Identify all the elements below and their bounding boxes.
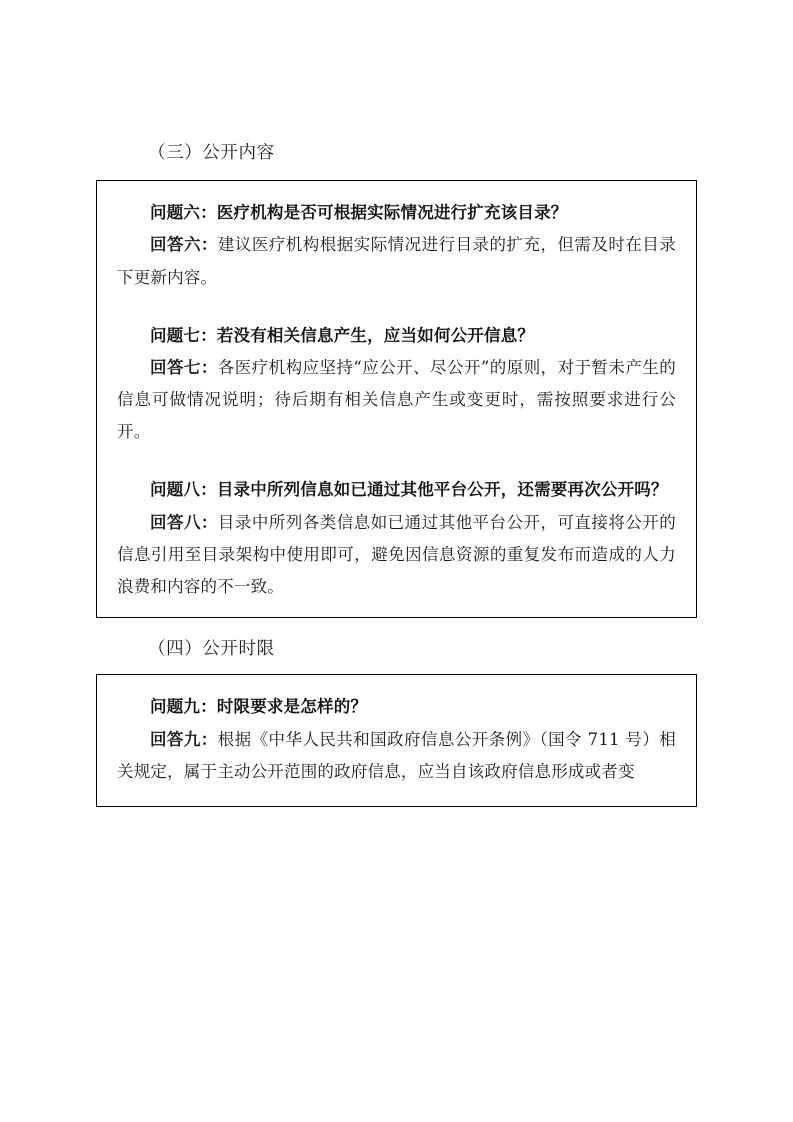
question-9 [117,691,676,723]
answer-7 [117,352,676,449]
qa-box-content [96,180,697,618]
answer-8-text: 目录中所列各类信息如已通过其他平台公开，可直接将公开的信息引用至目录架构中使用即可，避免因信息资源的重复发布而造成的人力浪费和内容的不一致。 [117,512,676,596]
question-8-label: 问题八： [150,480,217,500]
answer-9 [117,724,676,788]
qa-box-deadline [96,674,697,807]
answer-9-label: 回答九： [150,729,218,749]
question-8-text: 目录中所列信息如已通过其他平台公开，还需要再次公开吗？ [216,480,668,500]
answer-6-label: 回答六： [150,235,218,255]
qa-item-8 [117,474,676,603]
question-7-text: 若没有相关信息产生，应当如何公开信息？ [216,325,535,345]
question-6-text: 医疗机构是否可根据实际情况进行扩充该目录？ [216,203,568,223]
qa-item-7 [117,320,676,449]
question-7-label: 问题七： [150,325,217,345]
section-heading-deadline: （四）公开时限 [148,639,275,660]
question-6 [117,197,676,229]
qa-item-9 [117,691,676,788]
question-8 [117,474,676,506]
answer-9-text: 根据《中华人民共和国政府信息公开条例》（国令 711 号）相关规定，属于主动公开范围的政府信息，应当自该政府信息形成或者变 [117,729,676,781]
answer-8 [117,507,676,604]
question-9-label: 问题九： [150,697,217,717]
answer-7-text: 各医疗机构应坚持“应公开、尽公开”的原则，对于暂未产生的信息可做情况说明；待后期有相关信息产生或变更时，需按照要求进行公开。 [117,357,676,442]
answer-6 [117,229,676,293]
answer-6-text: 建议医疗机构根据实际情况进行目录的扩充，但需及时在目录下更新内容。 [117,235,676,287]
section-heading-content: （三）公开内容 [148,143,275,163]
question-6-label: 问题六： [150,203,217,223]
question-9-text: 时限要求是怎样的？ [216,697,368,717]
qa-item-6 [117,197,676,294]
question-7 [117,320,676,352]
answer-8-label: 回答八： [150,512,218,532]
answer-7-label: 回答七： [150,357,218,377]
box-bottom-spacer [117,605,676,607]
